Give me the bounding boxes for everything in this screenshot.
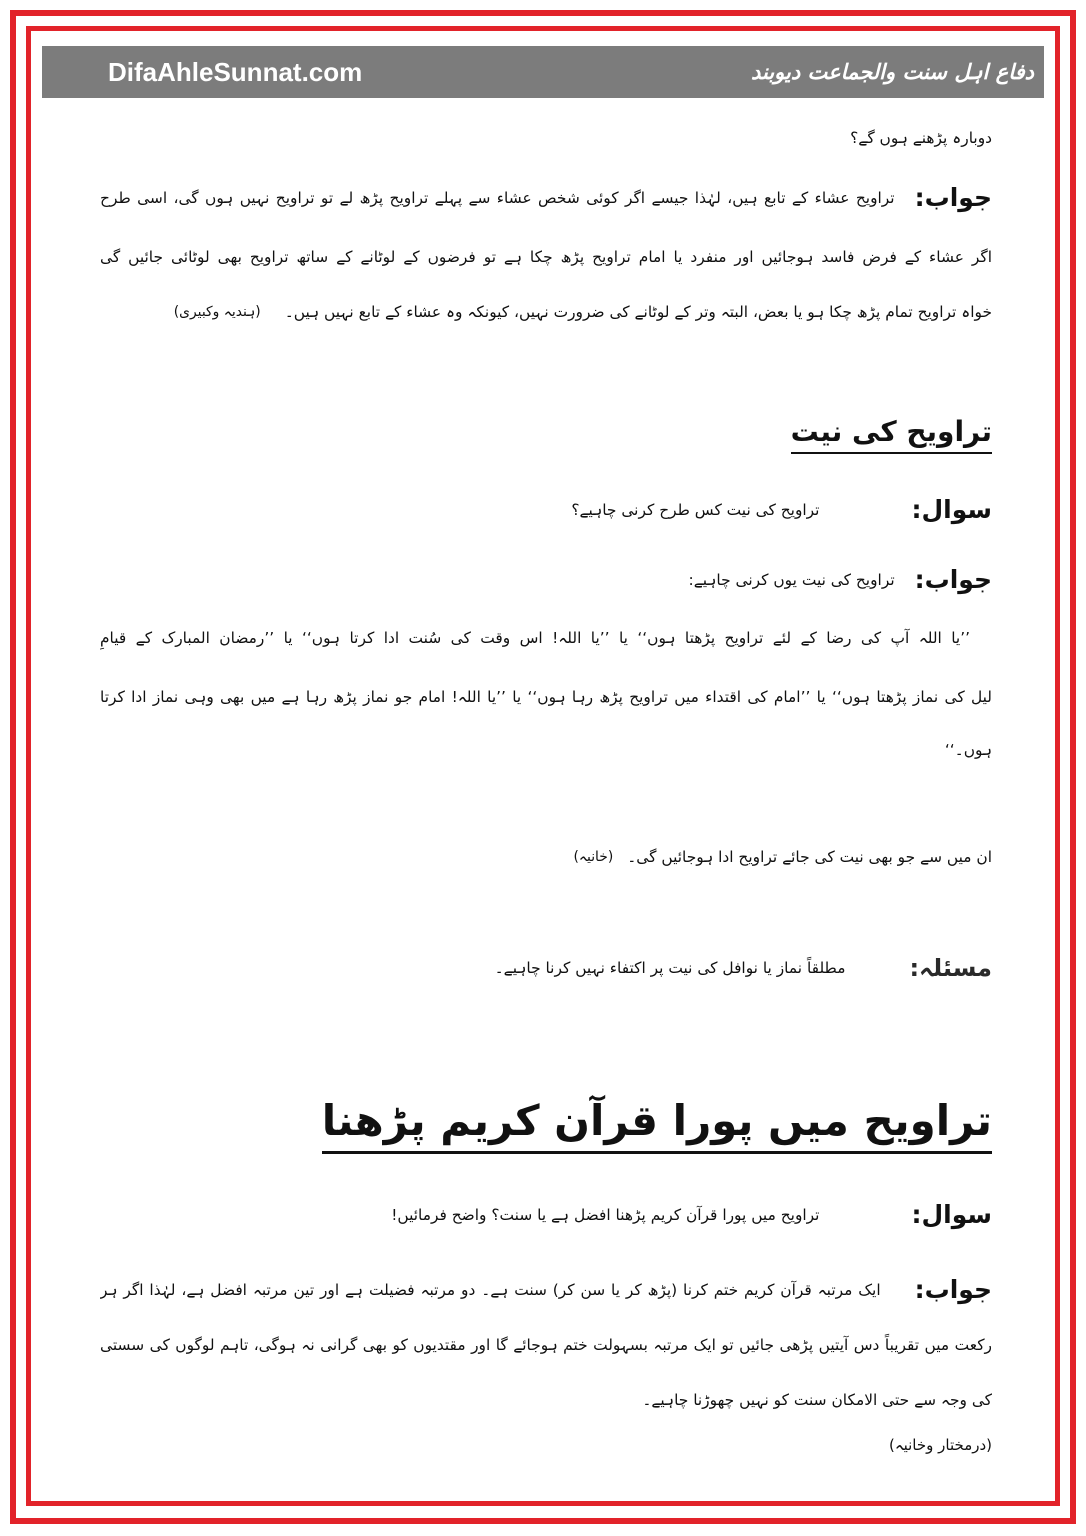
page-header-bar	[42, 46, 1044, 98]
section-heading	[100, 1094, 992, 1154]
answer-text: خواہ تراویح تمام پڑھ چکا ہو یا بعض، البتہ وتر کے لوٹانے کی ضرورت نہیں، کیونکہ وہ عشاء کے تابع نہیں ہیں۔	[284, 303, 992, 321]
answer-label: جواب:	[914, 183, 992, 212]
masala-label: مسئلہ:	[909, 954, 992, 982]
intention-quote-line: لیل کی نماز پڑھتا ہوں‘‘ یا ’’امام کی اقتداء میں تراویح پڑھ رہا ہوں‘‘ یا ’’یا اللہ! امام جو نماز پڑھ رہا ہے میں بھی وہی نماز ادا کرتا	[100, 688, 992, 706]
answer-label: جواب:	[914, 565, 992, 594]
section-heading-text: تراویح میں پورا قرآن کریم پڑھنا	[322, 1094, 992, 1154]
question-line	[100, 1193, 992, 1237]
continued-question-text: دوبارہ پڑھنے ہوں گے؟	[850, 129, 992, 147]
answer-text: تراویح عشاء کے تابع ہیں، لہٰذا جیسے اگر کوئی شخص عشاء سے پہلے تراویح پڑھ لے تو تراویح نہیں ہوں گی، اسی طرح	[100, 189, 895, 207]
answer-line	[100, 290, 992, 334]
answer-line	[100, 558, 992, 602]
question-text: تراویح میں پورا قرآن کریم پڑھنا افضل ہے یا سنت؟ واضح فرمائیں!	[391, 1206, 820, 1224]
masala-line	[100, 946, 992, 990]
answer-line	[100, 176, 992, 220]
conclusion-text: ان میں سے جو بھی نیت کی جائے تراویح ادا ہوجائیں گی۔	[627, 848, 992, 866]
header-title: دفاع اہل سنت والجماعت دیوبند	[750, 60, 1034, 84]
answer-label: جواب:	[914, 1275, 992, 1304]
answer-text: تراویح کی نیت یوں کرنی چاہیے:	[688, 571, 895, 589]
intention-quote-line: ہوں۔‘‘	[944, 741, 992, 759]
question-label: سوال:	[911, 1200, 992, 1229]
answer-line: اگر عشاء کے فرض فاسد ہوجائیں اور منفرد یا امام تراویح پڑھ چکا ہے تو فرضوں کے لوٹانے کے ساتھ تراویح بھی لوٹائی جائیں گی	[100, 248, 992, 266]
intention-quote-line: ’’یا اللہ آپ کی رضا کے لئے تراویح پڑھتا ہوں‘‘ یا ’’یا اللہ! اس وقت کی سُنت ادا کرتا ہوں‘‘ یا ’’رمضان المبارک کے قیامِ	[100, 629, 970, 647]
reference-citation: (خانیہ)	[573, 849, 614, 865]
question-line	[100, 488, 992, 532]
section-heading-text: تراویح کی نیت	[791, 414, 992, 454]
answer-line	[100, 1268, 992, 1312]
answer-line: کی وجہ سے حتی الامکان سنت کو نہیں چھوڑنا چاہیے۔	[642, 1391, 992, 1409]
answer-text: ایک مرتبہ قرآن کریم ختم کرنا (پڑھ کر یا سن کر) سنت ہے۔ دو مرتبہ فضیلت ہے اور تین مرتبہ افضل ہے، لہٰذا اگر ہر	[100, 1281, 881, 1299]
question-text: تراویح کی نیت کس طرح کرنی چاہیے؟	[571, 501, 820, 519]
reference-citation: (درمختار وخانیہ)	[888, 1436, 992, 1454]
masala-text: مطلقاً نماز یا نوافل کی نیت پر اکتفاء نہیں کرنا چاہیے۔	[494, 959, 846, 977]
question-label: سوال:	[911, 495, 992, 524]
conclusion-line	[100, 835, 992, 879]
reference-citation: (ہندیہ وکبیری)	[173, 304, 261, 320]
section-heading	[100, 414, 992, 454]
answer-line: رکعت میں تقریباً دس آیتیں پڑھی جائیں تو ایک مرتبہ بسہولت ختم ہوجائے گا اور مقتدیوں کو بھی گرانی نہ ہوگی، تاہم لوگوں کی سستی	[100, 1336, 992, 1354]
site-name: DifaAhleSunnat.com	[108, 57, 363, 87]
